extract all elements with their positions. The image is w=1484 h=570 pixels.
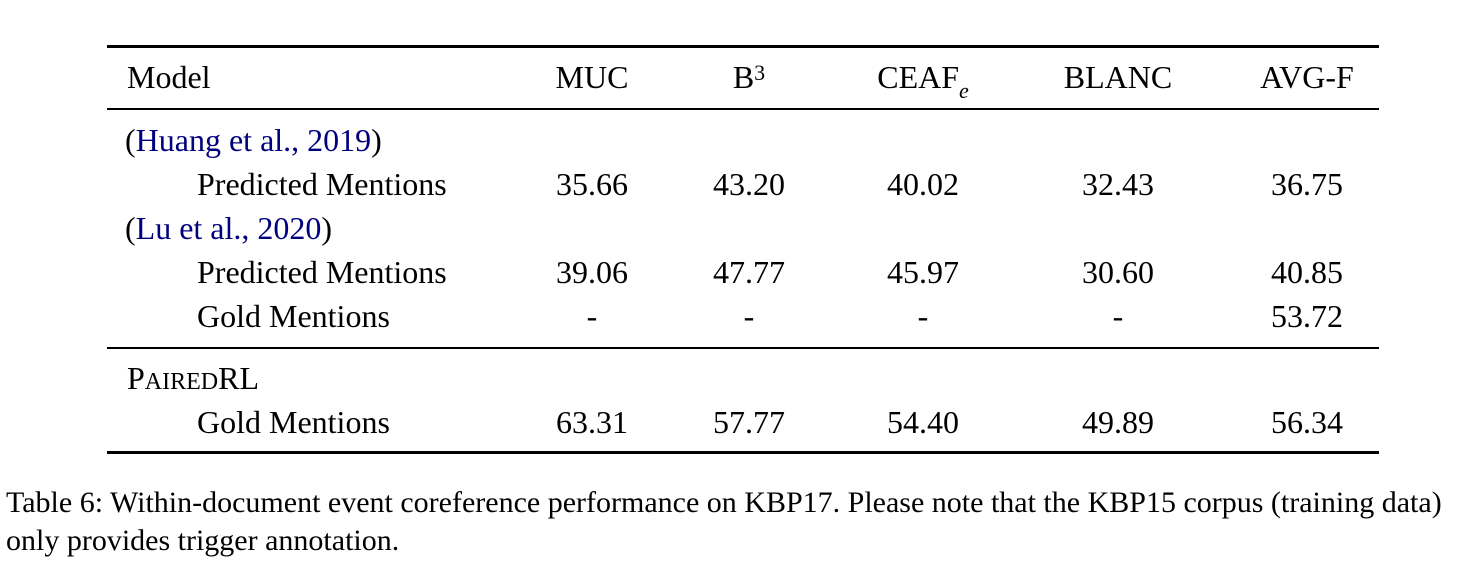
citation-link[interactable]: Lu et al., 2020 (135, 210, 322, 246)
header-muc: MUC (555, 59, 629, 95)
row-label: Gold Mentions (197, 404, 390, 440)
cell-avg: 56.34 (1271, 404, 1343, 440)
cell-blanc: 32.43 (1082, 166, 1154, 202)
cell-blanc: 30.60 (1082, 254, 1154, 290)
cell-ceaf: - (917, 298, 929, 334)
cell-b3: - (743, 298, 755, 334)
group-title (125, 208, 332, 248)
header-ceaf-sub: e (959, 78, 969, 103)
table-bottom-rule (107, 451, 1379, 454)
cell-avg: 36.75 (1271, 166, 1343, 202)
group-title-pairedrl (127, 358, 259, 402)
open-paren: ( (125, 122, 136, 158)
cell-muc: 63.31 (556, 404, 628, 440)
row-label: Predicted Mentions (197, 254, 447, 290)
header-blanc: BLANC (1063, 59, 1173, 95)
table-top-rule (107, 45, 1379, 48)
citation-link[interactable]: Huang et al., 2019 (135, 122, 372, 158)
pairedrl-p: P (127, 360, 145, 396)
cell-ceaf: 45.97 (887, 254, 959, 290)
header-avg-f: AVG-F (1260, 59, 1354, 95)
cell-b3: 47.77 (713, 254, 785, 290)
header-model: Model (127, 59, 211, 95)
cell-muc: 35.66 (556, 166, 628, 202)
cell-ceaf: 54.40 (887, 404, 959, 440)
close-paren: ) (371, 122, 382, 158)
cell-avg: 40.85 (1271, 254, 1343, 290)
cell-b3: 43.20 (713, 166, 785, 202)
open-paren: ( (125, 210, 136, 246)
cell-blanc: - (1112, 298, 1124, 334)
cell-muc: 39.06 (556, 254, 628, 290)
cell-muc: - (586, 298, 598, 334)
cell-ceaf: 40.02 (887, 166, 959, 202)
header-ceafe (843, 57, 1003, 101)
header-b3-base: B (732, 59, 755, 95)
row-label: Predicted Mentions (197, 166, 447, 202)
cell-b3: 57.77 (713, 404, 785, 440)
cell-blanc: 49.89 (1082, 404, 1154, 440)
header-b3 (669, 57, 829, 97)
header-b3-sup: 3 (754, 60, 766, 85)
close-paren: ) (321, 210, 333, 246)
table-header-rule (107, 108, 1379, 110)
group-title (125, 120, 382, 160)
header-ceaf-base: CEAF (877, 59, 960, 95)
cell-avg: 53.72 (1271, 298, 1343, 334)
row-label: Gold Mentions (197, 298, 390, 334)
table-caption: Table 6: Within-document event coreference performance on KBP17. Please note that the KBP15 corpus (training data) only provides trigger annotation. (6, 486, 1442, 557)
pairedrl-aired: AIRED (144, 369, 219, 395)
pairedrl-rl: RL (218, 360, 260, 396)
table-section-rule (107, 347, 1379, 349)
